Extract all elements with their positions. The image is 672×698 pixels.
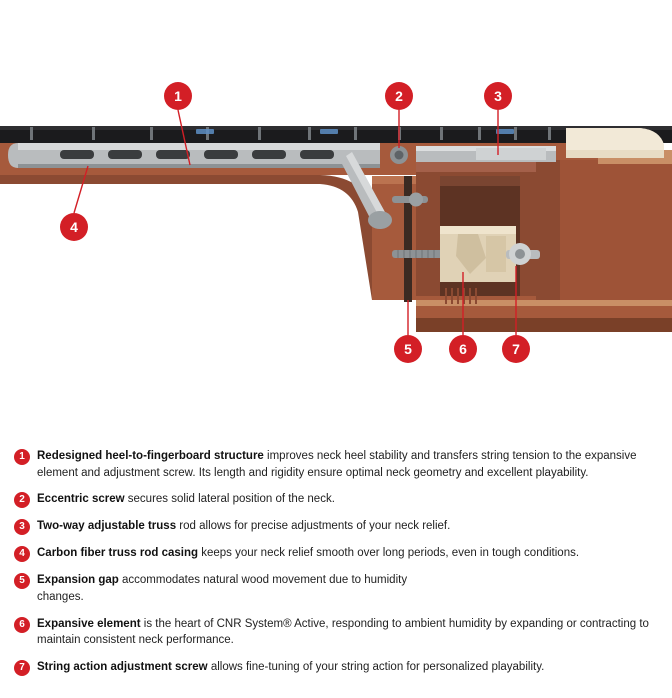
legend-term-6: Expansive element — [37, 617, 141, 630]
body-side-wood-2 — [560, 160, 672, 300]
legend-text-5 — [37, 572, 417, 605]
upper-bolt-head — [409, 193, 423, 207]
callout-badge-7[interactable]: 7 — [502, 335, 530, 363]
body-bottom-edge — [416, 318, 672, 332]
body-lower-highlight — [416, 300, 672, 306]
legend-desc-3: rod allows for precise adjustments of your neck relief. — [176, 520, 451, 533]
legend-number-3: 3 — [14, 519, 30, 535]
legend-term-1: Redesigned heel-to-fingerboard structure — [37, 450, 264, 462]
lower-bolt — [392, 250, 448, 258]
body-cavity-shade — [440, 176, 520, 186]
legend-desc-5: accommodates natural wood movement due to humidity changes. — [37, 574, 408, 604]
legend-term-3: Two-way adjustable truss — [37, 520, 177, 533]
legend-item-3 — [14, 518, 658, 535]
legend-item-2 — [14, 491, 658, 508]
legend-text-6 — [37, 616, 658, 649]
legend-list — [0, 448, 672, 686]
callout-badge-4[interactable]: 4 — [60, 213, 88, 241]
truss-rod-casing-highlight — [18, 143, 380, 150]
callout-badge-2[interactable]: 2 — [385, 82, 413, 110]
legend-desc-4: keeps your neck relief smooth over long periods, even in tough conditions. — [198, 547, 580, 560]
truss-rod-casing-shadow — [18, 164, 380, 168]
neck-underside — [0, 175, 386, 300]
legend-number-1: 1 — [14, 449, 30, 465]
legend-text-4 — [37, 545, 579, 562]
legend-text-7 — [37, 659, 544, 676]
callout-badge-5[interactable]: 5 — [394, 335, 422, 363]
legend-number-4: 4 — [14, 546, 30, 562]
truss-brace-pivot — [368, 211, 392, 229]
truss-rod-sleeve — [476, 148, 546, 160]
callout-badge-1[interactable]: 1 — [164, 82, 192, 110]
string-action-screw-socket — [515, 249, 525, 259]
legend-text-1 — [37, 448, 658, 481]
legend-term-5: Expansion gap — [37, 574, 119, 587]
legend-term-4: Carbon fiber truss rod casing — [37, 547, 199, 560]
legend-desc-2: secures solid lateral position of the neck. — [124, 493, 335, 506]
legend-term-2: Eccentric screw — [37, 493, 125, 506]
legend-item-6 — [14, 616, 658, 649]
eccentric-screw-slot — [395, 151, 404, 160]
legend-item-4 — [14, 545, 658, 562]
legend-number-2: 2 — [14, 492, 30, 508]
legend-term-7: String action adjustment screw — [37, 661, 208, 674]
legend-item-5 — [14, 572, 658, 605]
soundboard-cream-top — [566, 128, 664, 150]
legend-number-7: 7 — [14, 660, 30, 676]
legend-desc-7: allows fine-tuning of your string action for personalized playability. — [207, 661, 545, 674]
legend-number-6: 6 — [14, 617, 30, 633]
legend-item-7 — [14, 659, 658, 676]
expansive-element-grain-2 — [486, 236, 506, 272]
legend-desc-6: is the heart of CNR System® Active, responding to ambient humidity by expanding or contracting to maintain consistent neck performance. — [37, 617, 649, 647]
callout-badge-3[interactable]: 3 — [484, 82, 512, 110]
callout-badge-6[interactable]: 6 — [449, 335, 477, 363]
legend-desc-1: improves neck heel stability and transfers string tension to the expansive element and adjustment screw. Its length and rigidity ensure optimal neck geometry and excellent playability. — [37, 450, 637, 479]
legend-number-5: 5 — [14, 573, 30, 589]
expansive-element-top — [440, 226, 516, 234]
legend-text-2 — [37, 491, 335, 508]
legend-text-3 — [37, 518, 450, 535]
legend-item-1 — [14, 448, 658, 481]
